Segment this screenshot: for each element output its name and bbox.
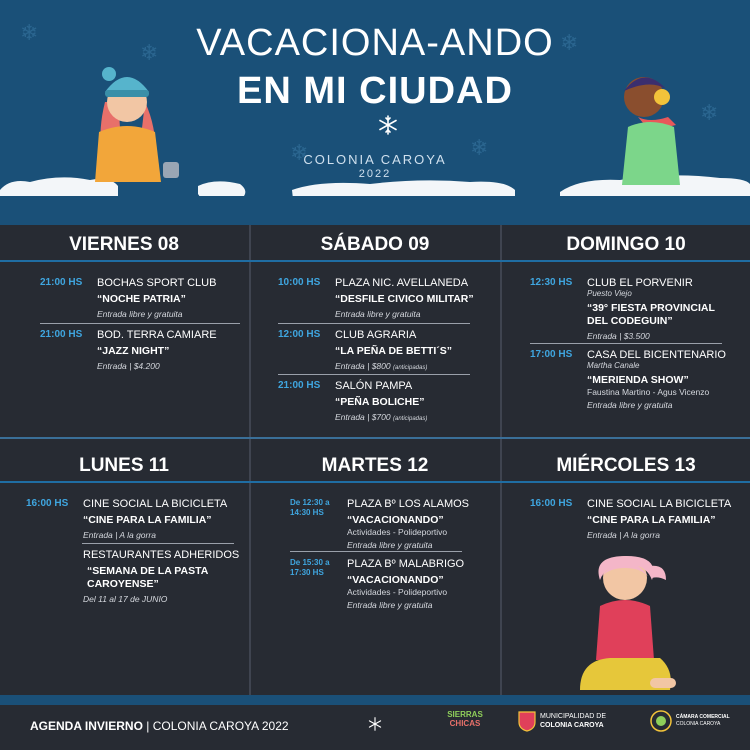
seal-icon: [650, 710, 672, 732]
footer-agenda: AGENDA INVIERNO | COLONIA CAROYA 2022: [30, 719, 289, 733]
blue-band: [0, 196, 750, 225]
girl-with-hot-drink-illustration: [85, 62, 195, 197]
hero-year: 2022: [358, 168, 392, 180]
day-header-martes: MARTES 12: [321, 455, 429, 476]
sierras-chicas-logo: SIERRAS CHICAS: [447, 710, 483, 728]
page-title-line1: VACACIONA-ANDO: [196, 22, 554, 64]
municipalidad-logo: MUNICIPALIDAD DE COLONIA CAROYA: [518, 710, 618, 732]
hero-city: COLONIA CAROYA: [303, 152, 447, 167]
shield-icon: [518, 710, 536, 732]
schedule-grid: VIERNES 08 SÁBADO 09 DOMINGO 10 21:00 HS BOCHAS SPORT CLUB “NOCHE PATRIA” Entrada libre y gratuita 21:00 HS BOD. TERRA CAMIARE “JAZZ NIGHT” Entrada | $4.200 10:00 HS PLAZA NIC. AVELLANEDA “DESFILE CIVICO MILITAR” Entrada libre y gratuita 12:00 HS CLUB AGRARIA “LA PEÑA DE BETTI´S” Entrada | $800 (anticipadas) 21:00 HS SALÓN PAMPA “PEÑA BOLICHE” Entrada | $700 (anticipadas) 12:30 HS CLUB EL PORVENIR Puesto Viejo “39° FIESTA PROVINCIAL DEL CODEGUIN” Entrada | $3.500 17:00 HS CASA DEL BICENTENARIO Martha Canale “MERIENDA SHOW” Faustina Martino - Agus Vicenzo Entrada libre y gratuita LUNES 11 MARTES 12 MIÉRCOLES 13 16:00 HS CINE SOCIAL LA BICICLETA “CINE PARA LA FAMILIA” Entrada | A la gorra RESTAURANTES ADHERIDOS “SEMANA DE LA PASTA CAROYENSE” Del 11 al 17 de JUNIO De 12:30 a 14:30 HS PLAZA Bº LOS ALAMOS “VACACIONANDO” Actividades - Polideportivo Entrada libre y gratuita De 15:30 a 17:30 HS PLAZA Bº MALABRIGO “VACACIONANDO” Actividades - Polideportivo Entrada libre y gratuita 16:00 HS CINE SOCIAL LA BICICLETA “CINE PARA LA FAMILIA” Entrada | A la gorra: [0, 225, 750, 695]
day-header-domingo: DOMINGO 10: [566, 234, 686, 255]
boy-with-headphones-illustration: [610, 65, 700, 185]
kneeling-girl-illustration: [570, 550, 685, 695]
camara-comercial-logo: CÁMARA COMERCIAL COLONIA CAROYA: [650, 710, 745, 732]
hero-banner: ❄ ❄ ❄ ❄ ❄ ❄ VACACIONA-ANDO EN MI CIUDAD COLONIA CAROYA 2022: [0, 0, 750, 225]
page-title-line2: EN MI CIUDAD: [237, 70, 513, 112]
day-header-lunes: LUNES 11: [79, 455, 169, 476]
day-header-sabado: SÁBADO 09: [320, 234, 430, 255]
footer: [0, 695, 750, 750]
snowflake-icon: [368, 717, 382, 731]
day-header-viernes: VIERNES 08: [69, 234, 179, 255]
snowflake-icon: [378, 115, 398, 135]
day-header-miercoles: MIÉRCOLES 13: [556, 455, 696, 476]
